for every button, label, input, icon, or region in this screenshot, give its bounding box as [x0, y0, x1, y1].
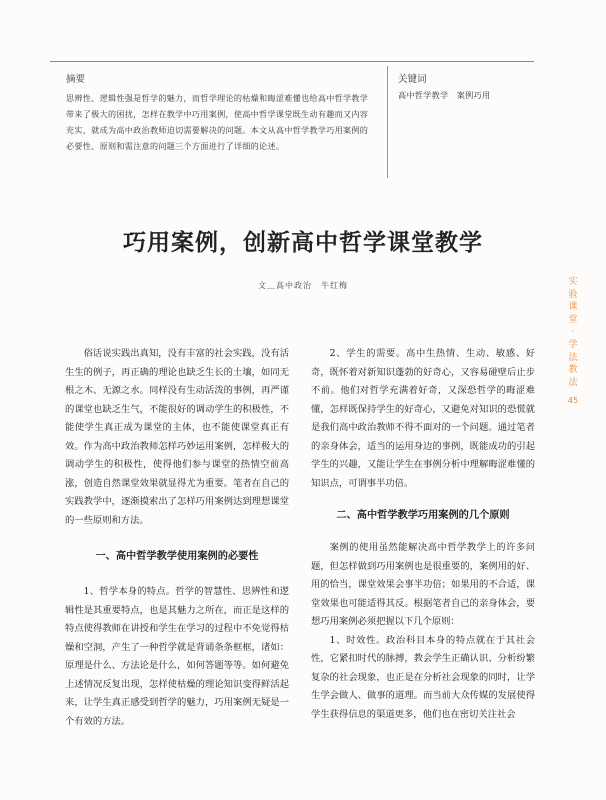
sidebar-char: 教	[568, 365, 578, 376]
sidebar-char: 堂	[568, 314, 578, 325]
sidebar-char: 法	[568, 352, 578, 363]
column-divider	[387, 66, 388, 178]
sidebar-char: 验	[568, 289, 578, 300]
left-column	[65, 345, 289, 731]
keywords-label: 关键词	[398, 74, 427, 85]
article-title: 巧用案例，创新高中哲学课堂教学	[123, 230, 483, 256]
abstract-text: 思辨性、逻辑性强是哲学的魅力，而哲学理论的枯燥和晦涩难懂也给高中哲学教学带来了极大的困扰，怎样在教学中巧用案例，使高中哲学课堂既生动有趣而又内容充实，就成为高中政治教师迫切需要解决的问题。本文从高中哲学教学巧用案例的必要性、原则和需注意的问题三个方面进行了详细的论述。	[66, 93, 369, 151]
section-heading: 二、高中哲学教学巧用案例的几个原则	[336, 510, 510, 521]
abstract-label: 摘要	[66, 74, 86, 85]
sidebar-char: 课	[568, 302, 578, 313]
body-paragraph: 2、学生的需要。高中生热情、生动、敏感、好奇，既怀着对新知识蓬勃的好奇心，又容易碰壁后止步不前。他们对哲学充满着好奇，又深恐哲学的晦涩难懂，怎样既保持学生的好奇心，又避免对知识的恐慌就是我们高中政治教师不得不面对的一个问题。通过笔者的亲身体会，适当的运用身边的事例，既能成功的引起学生的兴趣，又能让学生在事例分析中理解晦涩难懂的知识点，可谓事半功倍。	[311, 348, 535, 489]
sidebar-char: 学	[568, 339, 578, 350]
author-line: 文＿高中政治 牛红梅	[258, 281, 348, 290]
body-paragraph: 案例的使用虽然能解决高中哲学教学上的许多问题，但怎样做到巧用案例也是很重要的，案例用的好、用的恰当，课堂效果会事半功倍；如果用的不合适，课堂效果也可能适得其反。根据笔者自己的亲身体会，要想巧用案例必须把握以下几个原则：	[311, 542, 535, 627]
top-rule	[50, 61, 534, 62]
sidebar-char: 实	[568, 277, 578, 287]
section-heading: 一、高中哲学教学使用案例的必要性	[95, 551, 259, 562]
body-paragraph: 1、哲学本身的特点。哲学的智慧性、思辨性和逻辑性是其重要特点，也是其魅力之所在，而正是这样的特点使得教师在讲授和学生在学习的过程中不免觉得枯燥和空洞，产生了一种哲学就是背诵条条框框，诸如：原理是什么、方法论是什么，如何答题等等。如何避免上述情况反复出现，怎样使枯燥的理论知识变得鲜活起来，让学生真正感受到哲学的魅力，巧用案例无疑是一个有效的方法。	[65, 586, 289, 727]
sidebar-char: 法	[568, 377, 578, 388]
page-number: 45	[567, 396, 579, 406]
keywords-text: 高中哲学教学 案例巧用	[398, 90, 491, 100]
body-paragraph: 1、时效性。政治科目本身的特点就在于其社会性，它紧扣时代的脉搏，教会学生正确认识、分析纷繁复杂的社会现象，也正是在分析社会现象的同时，让学生学会做人、做事的道理。而当前大众传媒的发展使得学生获得信息的渠道更多，他们也在密切关注社会	[311, 634, 535, 720]
sidebar-char: ·	[571, 327, 575, 338]
right-column	[311, 345, 535, 724]
body-paragraph: 俗话说实践出真知，没有丰富的社会实践，没有活生生的例子，再正确的理论也缺乏生长的土壤，如同无根之木、无源之水。同样没有生动活泼的事例，再严谨的课堂也缺乏生气，不能很好的调动学生的积极性，不能使学生真正成为课堂的主体，也不能使课堂真正有效。作为高中政治教师怎样巧妙运用案例，怎样极大的调动学生的积极性，使得他们参与课堂的热情空前高涨，创造自然课堂效果就显得尤为重要。笔者在自己的实践教学中，逐渐摸索出了怎样巧用案例达到理想课堂的一些原则和方法。	[65, 348, 289, 526]
section-sidebar	[566, 276, 580, 408]
